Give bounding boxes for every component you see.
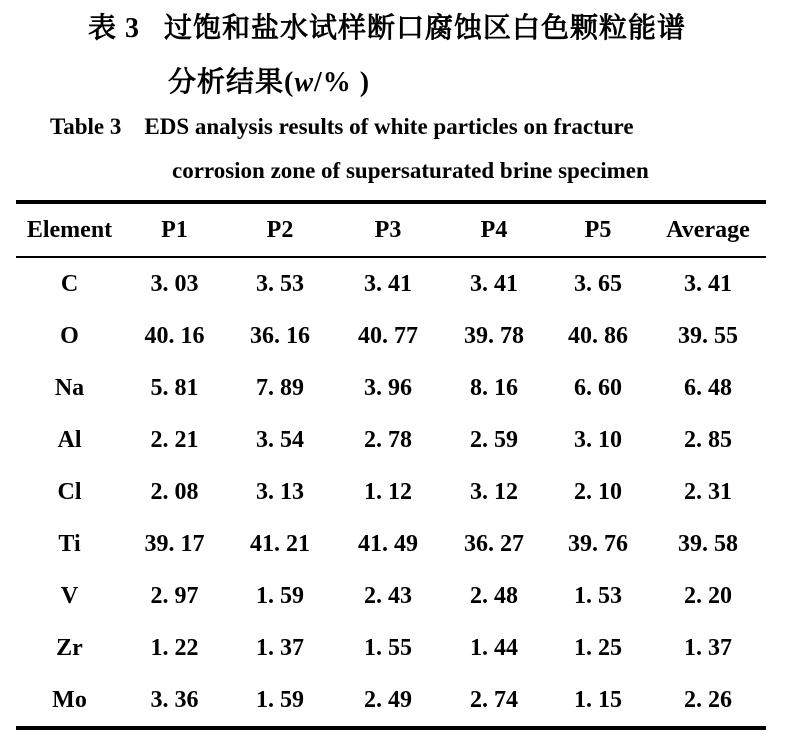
value-cell: 2. 08 xyxy=(150,478,199,505)
value-cell: 39. 76 xyxy=(568,530,628,557)
value-cell: 36. 27 xyxy=(464,530,524,557)
caption-zh-line2-prefix: 分析结果( xyxy=(168,67,295,98)
table-row xyxy=(16,466,766,518)
table-row xyxy=(16,622,766,674)
value-cell: 2. 20 xyxy=(684,582,732,609)
value-cell: 1. 37 xyxy=(256,634,304,661)
value-cell: 41. 49 xyxy=(358,530,418,557)
value-cell: 2. 59 xyxy=(470,426,518,453)
value-cell: 1. 53 xyxy=(574,582,622,609)
table-caption-en-line2: corrosion zone of supersaturated brine specimen xyxy=(172,158,649,183)
table-body xyxy=(16,257,766,728)
value-cell: 1. 25 xyxy=(574,634,622,661)
value-cell: 6. 48 xyxy=(684,374,732,401)
value-cell: 2. 78 xyxy=(364,426,412,453)
column-header-p4: P4 xyxy=(442,202,546,257)
value-cell: 1. 37 xyxy=(684,634,732,661)
table-row xyxy=(16,362,766,414)
table-row xyxy=(16,414,766,466)
value-cell: 39. 17 xyxy=(144,530,205,557)
table-row xyxy=(16,674,766,728)
value-cell: 39. 58 xyxy=(678,530,738,557)
value-cell: 2. 21 xyxy=(150,426,199,453)
value-cell: 2. 43 xyxy=(364,582,412,609)
value-cell: 1. 44 xyxy=(470,634,518,661)
value-cell: 40. 16 xyxy=(144,322,205,349)
value-cell: 2. 10 xyxy=(574,478,622,505)
value-cell: 7. 89 xyxy=(256,374,304,401)
value-cell: 3. 03 xyxy=(150,270,199,297)
table-row xyxy=(16,257,766,310)
element-symbol-cell: Na xyxy=(54,374,85,401)
value-cell: 2. 48 xyxy=(470,582,518,609)
value-cell: 2. 31 xyxy=(684,478,732,505)
table-row xyxy=(16,570,766,622)
element-symbol-cell: Mo xyxy=(52,686,87,713)
value-cell: 3. 41 xyxy=(470,270,518,297)
value-cell: 6. 60 xyxy=(574,374,622,401)
value-cell: 3. 10 xyxy=(574,426,622,453)
value-cell: 2. 97 xyxy=(150,582,199,609)
value-cell: 3. 41 xyxy=(364,270,412,297)
value-cell: 3. 36 xyxy=(150,686,199,713)
eds-analysis-table xyxy=(16,200,766,730)
table-head xyxy=(16,202,766,257)
table-caption-zh-line2 xyxy=(168,64,786,102)
value-cell: 1. 12 xyxy=(364,478,412,505)
value-cell: 2. 85 xyxy=(684,426,732,453)
value-cell: 3. 96 xyxy=(364,374,412,401)
element-symbol-cell: Al xyxy=(57,426,82,453)
column-header-element: Element xyxy=(16,202,123,257)
caption-zh-line2-suffix: /% ) xyxy=(314,67,371,98)
value-cell: 1. 59 xyxy=(256,686,304,713)
value-cell: 3. 65 xyxy=(574,270,622,297)
value-cell: 2. 49 xyxy=(364,686,412,713)
column-header-p5: P5 xyxy=(546,202,650,257)
table-header-row xyxy=(16,202,766,257)
column-header-p3: P3 xyxy=(334,202,442,257)
value-cell: 40. 77 xyxy=(358,322,418,349)
table-caption-zh-line1: 表 3 过饱和盐水试样断口腐蚀区白色颗粒能谱 xyxy=(88,13,687,44)
table-row xyxy=(16,518,766,570)
element-symbol-cell: Zr xyxy=(56,634,83,661)
value-cell: 39. 78 xyxy=(464,322,524,349)
value-cell: 1. 15 xyxy=(574,686,622,713)
element-symbol-cell: Ti xyxy=(58,530,81,557)
value-cell: 1. 22 xyxy=(150,634,199,661)
table-caption-en-line1: Table 3 EDS analysis results of white particles on fracture xyxy=(50,114,634,139)
value-cell: 3. 41 xyxy=(684,270,732,297)
value-cell: 8. 16 xyxy=(470,374,518,401)
table-row xyxy=(16,310,766,362)
element-symbol-cell: V xyxy=(60,582,79,609)
value-cell: 40. 86 xyxy=(568,322,628,349)
value-cell: 3. 12 xyxy=(470,478,518,505)
column-header-p1: P1 xyxy=(123,202,226,257)
value-cell: 39. 55 xyxy=(678,322,738,349)
value-cell: 3. 54 xyxy=(256,426,304,453)
element-symbol-cell: C xyxy=(60,270,79,297)
value-cell: 1. 59 xyxy=(256,582,304,609)
value-cell: 3. 53 xyxy=(256,270,304,297)
element-symbol-cell: O xyxy=(60,322,79,349)
value-cell: 1. 55 xyxy=(364,634,412,661)
caption-variable-w: w xyxy=(294,67,315,98)
column-header-average: Average xyxy=(650,202,766,257)
value-cell: 2. 74 xyxy=(470,686,518,713)
value-cell: 2. 26 xyxy=(684,686,732,713)
element-symbol-cell: Cl xyxy=(57,478,82,505)
value-cell: 41. 21 xyxy=(250,530,310,557)
value-cell: 3. 13 xyxy=(256,478,304,505)
value-cell: 5. 81 xyxy=(150,374,199,401)
column-header-p2: P2 xyxy=(226,202,334,257)
value-cell: 36. 16 xyxy=(250,322,310,349)
